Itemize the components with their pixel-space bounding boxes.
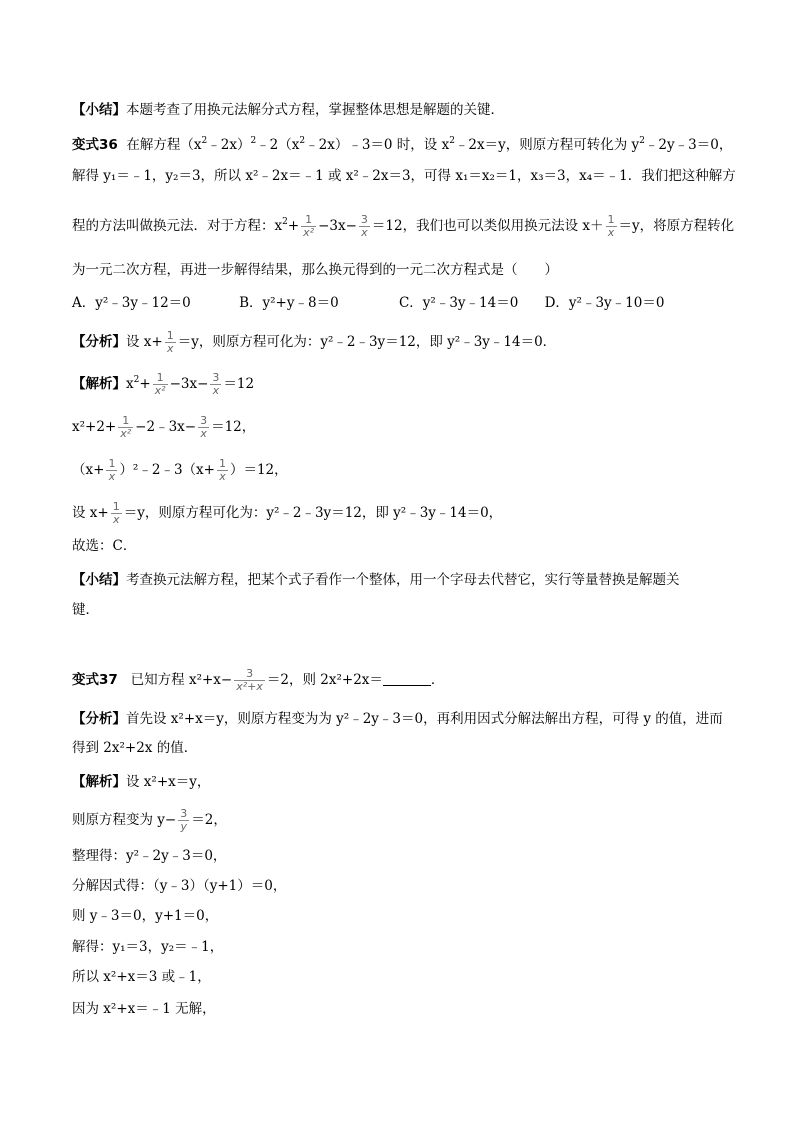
fraction: $\frac{1}{\text{x²}}$: [120, 414, 132, 440]
fraction: $\frac{1}{x}$: [112, 500, 120, 526]
fraction: $\frac{1}{\text{x²}}$: [303, 213, 315, 239]
solution-text: 则原方程变为 y−: [72, 812, 177, 828]
v36-line-1: [72, 136, 732, 154]
option-a: A．y²﹣3y﹣12＝0: [72, 295, 191, 311]
v36-text: ﹣2（x: [256, 137, 300, 153]
summary-label: 【小结】: [72, 102, 126, 118]
v36-summary-2: 键．: [72, 602, 99, 618]
v37-solution-1: [72, 773, 210, 791]
v36-solution-2: [72, 415, 255, 440]
exponent: 2: [250, 136, 257, 146]
v36-line-3: 程的方法叫做换元法．对于方程：$x^2+$ $\frac{1}{\text{x²}}$ −3x− $\frac{3}{x}$ ＝12，我们也可以类似用换元法设 x＋ $\frac{1}{x}$ ＝y，将原方程转化: [72, 213, 735, 239]
v36-solution-1: 【解析】$x^2+$ $\frac{1}{\text{x²}}$ −3x− $\frac{3}{x}$ ＝12: [72, 371, 255, 397]
fraction: $\frac{3}{x}$: [200, 414, 208, 440]
fraction: $\frac{1}{x}$: [166, 329, 174, 355]
v36-text: ＝y，将原方程转化: [618, 218, 735, 234]
v36-analysis: [72, 330, 556, 355]
v37-solution-5: 则 y﹣3＝0，y+1＝0，: [72, 908, 219, 924]
v36-line-4: 为一元二次方程，再进一步解得结果，那么换元得到的一元二次方程式是（ ）: [72, 262, 558, 278]
solution-label: 【解析】: [72, 376, 126, 392]
v37-text: ＝2，则 2x²+2x＝: [266, 672, 383, 688]
v36-line-2: 解得 y₁＝﹣1，y₂＝3，所以 x²﹣2x＝﹣1 或 x²﹣2x＝3，可得 x₁＝x₂＝1，x₃＝3，x₄＝﹣1．我们把这种解方: [72, 168, 736, 184]
solution-text: −3x−: [169, 376, 209, 392]
v36-text: 在解方程（x: [126, 137, 202, 153]
answer-blank[interactable]: [383, 673, 431, 686]
exponent: 2: [201, 136, 208, 146]
fraction: $\frac{1}{\text{x²}}$: [154, 371, 166, 397]
summary-text: 考查换元法解方程，把某个式子看作一个整体，用一个字母去代替它，实行等量替换是解题关: [126, 572, 680, 588]
v37-solution-8: 因为 x²+x＝﹣1 无解，: [72, 1001, 216, 1017]
solution-text: 设 x²+x＝y，: [126, 774, 211, 790]
solution-text: ＝12，: [211, 419, 256, 435]
v36-text: ﹣2x）: [207, 137, 251, 153]
summary-label: 【小结】: [72, 572, 126, 588]
v36-solution-5: 故选：C．: [72, 538, 137, 554]
fraction: $\frac{1}{x}$: [218, 457, 226, 483]
v37-solution-6: 解得：y₁＝3，y₂＝﹣1，: [72, 939, 224, 955]
fraction: $\frac{3}{x}$: [212, 371, 220, 397]
solution-text: ＝y，则原方程可化为：y²﹣2﹣3y＝12，即 y²﹣3y﹣14＝0，: [123, 505, 503, 521]
exponent: 2: [282, 217, 288, 227]
fraction: $\frac{3}{x}$: [360, 213, 368, 239]
solution-label: 【解析】: [72, 774, 126, 790]
v37-solution-2: [72, 808, 227, 833]
summary-line: [72, 101, 504, 119]
solution-text: ＝2，: [191, 812, 227, 828]
solution-text: −2﹣3x−: [135, 419, 197, 435]
v36-text: ﹣2x＝y，则原方程可转化为 y: [454, 137, 640, 153]
option-c: C．y²﹣3y﹣14＝0: [398, 295, 519, 311]
analysis-text: ＝y，则原方程可化为：y²﹣2﹣3y＝12，即 y²﹣3y﹣14＝0．: [177, 334, 557, 350]
v36-text: ﹣2x）﹣3＝0 时，设 x: [305, 137, 450, 153]
solution-text: x²+2+: [72, 419, 117, 435]
v37-solution-4: 分解因式得：（y﹣3）（y+1）＝0，: [72, 878, 287, 894]
v37-label: 变式37: [72, 672, 118, 688]
analysis-label: 【分析】: [72, 334, 126, 350]
exponent: 2: [639, 136, 645, 146]
solution-text: ）²﹣2﹣3（x+: [119, 462, 215, 478]
v37-text: ．: [430, 672, 445, 688]
v36-summary-1: [72, 571, 680, 589]
v37-stem: [72, 668, 444, 693]
fraction: $\frac{3}{\text{x²+x}}$: [236, 667, 263, 693]
analysis-label: 【分析】: [72, 711, 126, 727]
v37-solution-7: 所以 x²+x＝3 或﹣1，: [72, 969, 211, 985]
solution-text: 设 x+: [72, 505, 109, 521]
fraction: $\frac{3}{y}$: [180, 807, 188, 833]
solution-text: x: [126, 376, 134, 392]
v36-text: ﹣2y﹣3＝0，: [644, 137, 733, 153]
v37-text: 已知方程 x²+x−: [130, 672, 233, 688]
v36-text: −3x−: [318, 218, 357, 234]
v37-solution-3: 整理得：y²﹣2y﹣3＝0，: [72, 848, 227, 864]
v36-label: 变式36: [72, 137, 118, 153]
solution-text: ＝12: [223, 376, 255, 392]
v36-text: 程的方法叫做换元法．对于方程：x: [72, 218, 283, 234]
fraction: $\frac{1}{x}$: [108, 457, 116, 483]
solution-text: （x+: [72, 462, 105, 478]
exponent: 2: [133, 375, 140, 385]
option-b: B．y²+y﹣8＝0: [239, 295, 339, 311]
v36-text: ＝12，我们也可以类似用换元法设 x＋: [371, 218, 604, 234]
v36-solution-3: [72, 458, 288, 483]
exponent: 2: [299, 136, 306, 146]
v37-analysis-1: [72, 710, 723, 728]
exponent: 2: [449, 136, 455, 146]
v36-solution-4: [72, 501, 502, 526]
fraction: $\frac{1}{x}$: [607, 213, 615, 239]
v37-analysis-2: 得到 2x²+2x 的值．: [72, 740, 198, 756]
analysis-text: 首先设 x²+x＝y，则原方程变为为 y²﹣2y﹣3＝0，再利用因式分解法解出方程，可得 y 的值，进而: [126, 711, 723, 727]
summary-text: 本题考查了用换元法解分式方程，掌握整体思想是解题的关键．: [126, 102, 504, 118]
option-d: D．y²﹣3y﹣10＝0: [544, 295, 665, 311]
solution-text: ）＝12，: [229, 462, 288, 478]
v36-options: [72, 294, 664, 312]
analysis-text: 设 x+: [126, 334, 163, 350]
